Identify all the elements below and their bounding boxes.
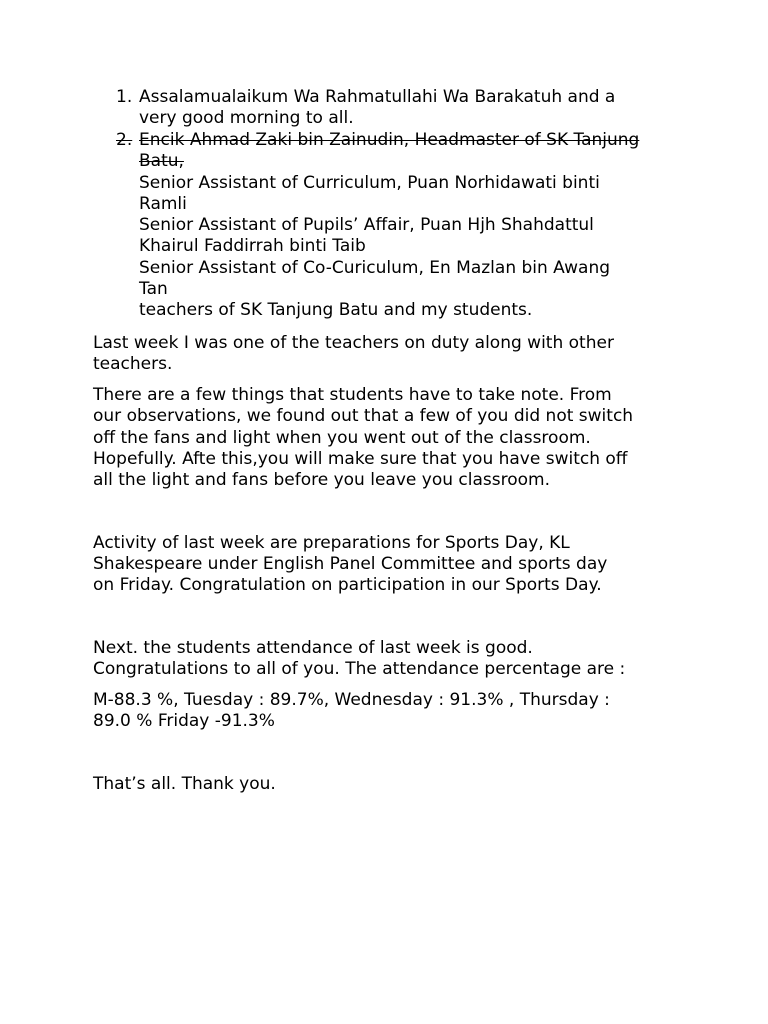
- paragraph-attendance-line-1: Next. the students attendance of last week is good.: [93, 638, 533, 658]
- list-item-2-line-1: Encik Ahmad Zaki bin Zainudin, Headmaster of SK Tanjung: [139, 130, 640, 150]
- list-number-1: 1.: [116, 87, 133, 107]
- list-item-2-line-4: Ramli: [139, 194, 187, 214]
- paragraph-notes-line-2: our observations, we found out that a few of you did not switch: [93, 406, 634, 426]
- list-item-2-line-2: Batu,: [139, 151, 184, 171]
- list-item-2-line-7: Senior Assistant of Co-Curiculum, En Mazlan bin Awang: [139, 258, 611, 278]
- paragraph-attendance-line-2: Congratulations to all of you. The attendance percentage are :: [93, 659, 626, 679]
- list-item-2-line-3: Senior Assistant of Curriculum, Puan Norhidawati binti: [139, 173, 600, 193]
- paragraph-percentages-line-2: 89.0 % Friday -91.3%: [93, 711, 275, 731]
- list-item-1-line-2: very good morning to all.: [139, 108, 354, 128]
- list-number-2: 2.: [116, 130, 133, 150]
- paragraph-duty-line-1: Last week I was one of the teachers on duty along with other: [93, 333, 614, 353]
- paragraph-activity-line-1: Activity of last week are preparations for Sports Day, KL: [93, 533, 570, 553]
- paragraph-activity-line-3: on Friday. Congratulation on participation in our Sports Day.: [93, 575, 602, 595]
- list-item-2-line-8: Tan: [139, 279, 168, 299]
- paragraph-duty-line-2: teachers.: [93, 354, 173, 374]
- paragraph-activity-line-2: Shakespeare under English Panel Committee and sports day: [93, 554, 608, 574]
- list-item-2-line-6: Khairul Faddirrah binti Taib: [139, 236, 366, 256]
- closing-line: That’s all. Thank you.: [93, 774, 276, 794]
- paragraph-notes-line-3: off the fans and light when you went out of the classroom.: [93, 428, 591, 448]
- paragraph-notes-line-4: Hopefully. Afte this,you will make sure that you have switch off: [93, 449, 628, 469]
- paragraph-notes-line-1: There are a few things that students have to take note. From: [93, 385, 612, 405]
- list-item-2-line-5: Senior Assistant of Pupils’ Affair, Puan Hjh Shahdattul: [139, 215, 594, 235]
- list-item-1-line-1: Assalamualaikum Wa Rahmatullahi Wa Barakatuh and a: [139, 87, 616, 107]
- paragraph-notes-line-5: all the light and fans before you leave you classroom.: [93, 470, 550, 490]
- paragraph-percentages-line-1: M-88.3 %, Tuesday : 89.7%, Wednesday : 91.3% , Thursday :: [93, 690, 610, 710]
- list-item-2-line-9: teachers of SK Tanjung Batu and my students.: [139, 300, 533, 320]
